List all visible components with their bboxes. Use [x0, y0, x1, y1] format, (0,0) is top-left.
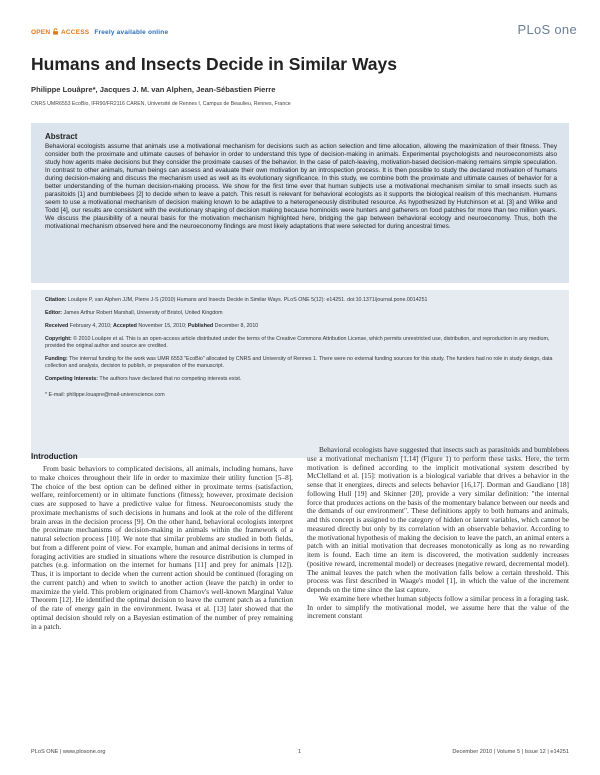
header-bar — [31, 22, 577, 42]
funding-text: The internal funding for the work was UMR 6553 "EcoBio" allocated by CNRS and University of Rennes 1. There were no external funding sources for this study. The funders had no role in study design, data collection and analysis, decision to publish, or preparation of the manuscript. — [45, 356, 553, 369]
citation-text: Louâpre P, van Alphen JJM, Pierre J-S (2010) Humans and Insects Decide in Similar Ways. PLoS ONE 5(12): e14251. doi:10.1371/journal.pone.0014251 — [67, 297, 428, 303]
abstract-text: Behavioral ecologists assume that animals use a motivational mechanism for decisions such as action selection and time allocation, allowing the maximization of their fitness. They consider both the proximate and ultimate causes of behavior in order to understand this type of decision-making in animals. Experimental psychologists and neuroeconomists also study how agents make decisions but they consider the proximate causes of the behavior. In the case of patch-leaving, motivation-based decision-making remains simple speculation. In contrast to other animals, human beings can assess and evaluate their own motivation by an introspection process. It is then possible to study the declared motivation of humans during decision-making and discuss the mechanism used as well as its evolutionary significance. In this study, we combine both the proximate and ultimate causes of behavior for a better understanding of the human decision-making process. We show for the first time ever that human subjects use a motivational mechanism similar to small insects such as parasitoids [1] and bumblebees [2] to decide when to leave a patch. This result is relevant for behavioral ecologists as it supports the biological realism of this mechanism. Humans seem to use a motivational mechanism of decision making known to be adaptive to a heterogeneously distributed resource. As hypothesized by Hutchinson et al. [3] and Wilke and Todd [4], our results are consistent with the evolutionary shaping of decision making because hominoids were hunters and gatherers on food patches for more than two million years. We discuss the plausibility of a neural basis for the motivation mechanism highlighted here, bridging the gap between behavioral ecology and neuroeconomy. Thus, both the motivational mechanism observed here and the neuroeconomy findings are most likely adaptations that were selected for during ancestral times. — [45, 143, 557, 231]
right-column — [307, 446, 569, 621]
competing-label: Competing Interests: — [45, 376, 98, 382]
editor-line — [45, 310, 557, 317]
copyright-text: © 2010 Louâpre et al. This is an open-access article distributed under the terms of the Creative Commons Attribution License, which permits unrestricted use, distribution, and reproduction in any medium, provided the original author and source are credited. — [45, 336, 550, 349]
open-access-label: OPEN — [31, 29, 51, 36]
copyright-line — [45, 336, 557, 350]
left-column — [31, 465, 293, 631]
journal-logo[interactable]: PLoS one — [517, 22, 577, 37]
intro-paragraph-1: From basic behaviors to complicated decisions, all animals, including humans, have to make choices throughout their life in order to maximize their utility function [5–8]. The choice of the best option can be defined either in proximate terms (satisfaction, welfare, reinforcement) or in ultimate functions (fitness); however, proximate decision cues are supposed to have a predictive value for fitness. Neuroeconomists study the proximate mechanisms of such decisions in humans and look at the role of the different brain areas in the decision process [9]. On the other hand, behavioral ecologists interpret the proximate mechanisms of decision-making in animals within the framework of a natural selection process [10]. We note that similar problems are studied in both fields, but from a different point of view. For example, human and animal decisions in terms of foraging activities are studied in situations where the resource distribution is clumped in patches (e.g. information on the internet for humans [11] and prey for animals [12]). Thus, it is important to decide when the current action should be continued (foraging on the current patch) and when to switch to another action (leave the patch) in order to maximize the yield. This problem originated from Charnov's well-known Marginal Value Theorem [12]. He identified the optimal decision to leave the current patch as a function of the rate of energy gain in the environment. Iwasa et al. [13] later showed that the optimal decision should rely on a Bayesian estimation of the number of prey remaining in a patch. — [31, 464, 293, 631]
dates-line — [45, 323, 557, 330]
published-label: Published — [187, 323, 214, 329]
received-date: February 4, 2010; — [69, 323, 112, 329]
freely-available-label: Freely available online — [94, 29, 169, 36]
abstract-heading: Abstract — [45, 132, 78, 141]
editor-label: Editor: — [45, 310, 63, 316]
competing-interests-line — [45, 376, 557, 383]
email-line[interactable]: * E-mail: philippe.louapre@mail-universcience.com — [45, 392, 165, 398]
article-metadata — [31, 290, 569, 458]
accepted-label: Accepted — [113, 323, 137, 329]
funding-line — [45, 356, 557, 370]
footer-journal-link[interactable]: PLoS ONE | www.plosone.org — [31, 749, 106, 755]
footer-issue-info: December 2010 | Volume 5 | Issue 12 | e14251 — [452, 749, 569, 755]
introduction-heading: Introduction — [31, 452, 78, 461]
article-title: Humans and Insects Decide in Similar Ways — [31, 54, 398, 74]
editor-text: James Arthur Robert Marshall, University of Bristol, United Kingdom — [63, 310, 223, 316]
copyright-label: Copyright: — [45, 336, 72, 342]
intro-paragraph-2: Behavioral ecologists have suggested that insects such as parasitoids and bumblebees use a motivational mechanism [1,14] (Figure 1) to perform these tasks. Here, the term motivation is defined according to the implicit motivational system described by McClelland et al. [15]: motivation is a biological variable that drives a behavior in the sense that it energizes, directs and selects behavior [16,17]. Dorman and Gaudiano [18] following Hull [19] and Skinner [20], provide a very similar definition: "the internal force that produces actions on the basis of the momentary balance between our needs and the demands of our environment". These definitions apply to both humans and animals, and this concept is assigned to the category of hidden or latent variables, which cannot be measured directly but only by its correlation with an observable behavior. According to the motivational hypothesis of making the decision to leave the patch, an animal enters a patch with an initial motivation that decreases monotonically as long as no rewarding item is found. Each time an item is discovered, the motivation suddenly increases (positive reward, incremental model) or decreases (negative reward, decremental model). The animal leaves the patch when the motivation falls below a certain threshold. This process was first described in Waage's model [1], in which the value of the increment depends on the time since the last capture. — [307, 445, 569, 594]
open-access-lock-icon — [52, 28, 59, 35]
citation-line — [45, 297, 557, 304]
open-access-badge[interactable] — [31, 28, 168, 36]
intro-paragraph-3: We examine here whether human subjects follow a similar process in a foraging task. In order to simplify the motivational model, we assume here that the value of the increment constant — [307, 593, 569, 621]
accepted-date: November 15, 2010; — [138, 323, 187, 329]
published-date: December 8, 2010 — [214, 323, 259, 329]
abstract-box — [31, 123, 569, 283]
affiliation: CNRS UMR6553 EcoBio, IFR90/FR2116 CAREN, Université de Rennes I, Campus de Beaulieu, Rennes, France — [31, 101, 291, 107]
citation-label: Citation: — [45, 297, 67, 303]
received-label: Received — [45, 323, 69, 329]
author-list: Philippe Louâpre*, Jacques J. M. van Alphen, Jean-Sébastien Pierre — [31, 85, 276, 94]
competing-text: The authors have declared that no competing interests exist. — [99, 376, 242, 382]
open-access-word: ACCESS — [61, 29, 90, 36]
funding-label: Funding: — [45, 356, 68, 362]
page-number: 1 — [298, 749, 302, 755]
